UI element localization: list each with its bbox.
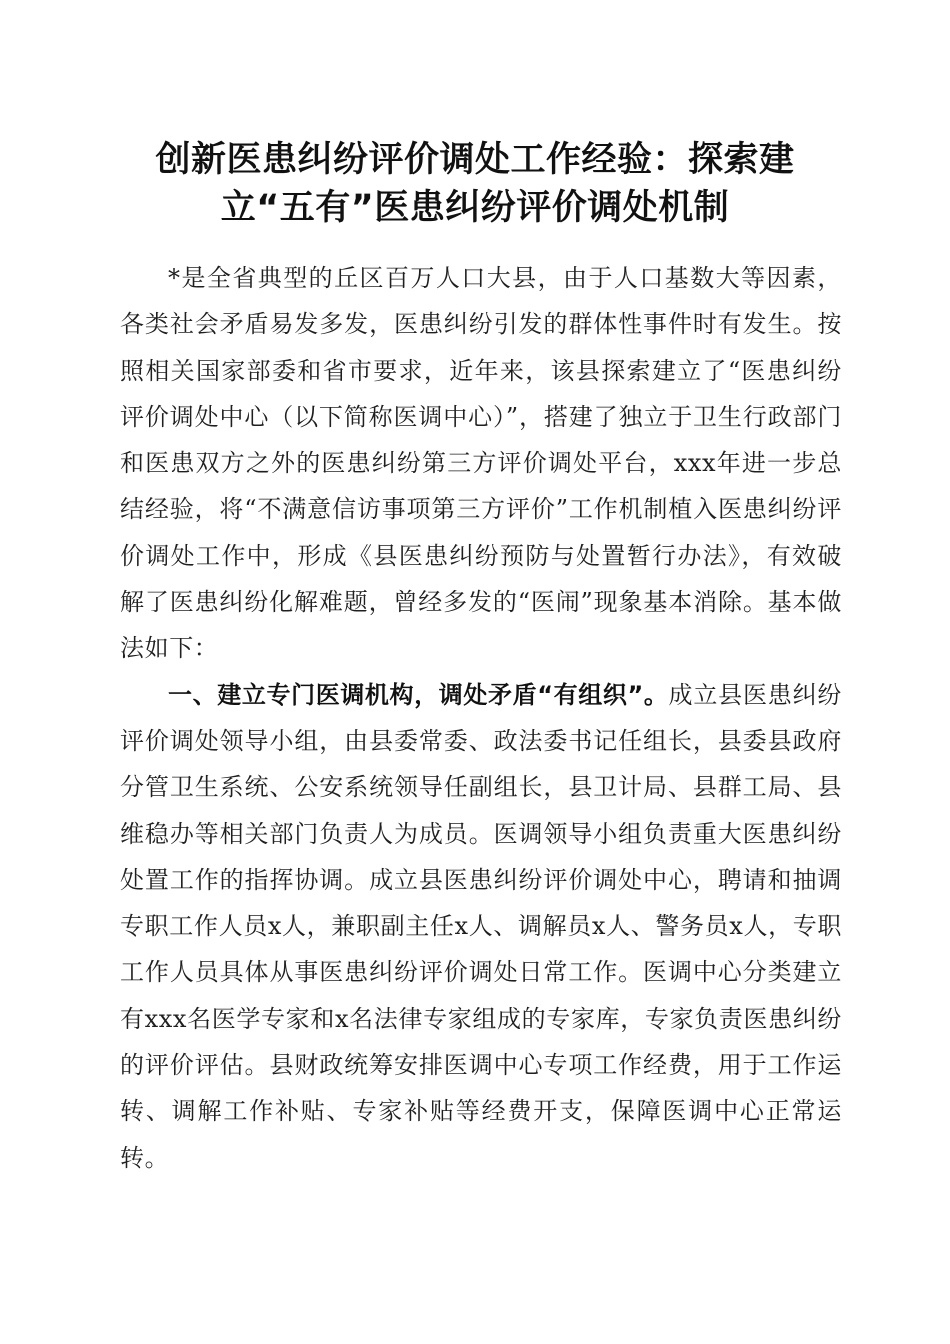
section-one-body: 成立县医患纠纷评价调处领导小组，由县委常委、政法委书记任组长，县委县政府分管卫生系统、公安系统领导任副组长，县卫计局、县群工局、县维稳办等相关部门负责人为成员。医调领导小组负责重大医患纠纷处置工作的指挥协调。成立县医患纠纷评价调处中心，聘请和抽调专职工作人员x人，兼职副主任x人、调解员x人、警务员x人，专职工作人员具体从事医患纠纷评价调处日常工作。医调中心分类建立有xxx名医学专家和x名法律专家组成的专家库，专家负责医患纠纷的评价评估。县财政统筹安排医调中心专项工作经费，用于工作运转、调解工作补贴、专家补贴等经费开支，保障医调中心正常运转。 <box>120 680 842 1172</box>
title-line-1: 创新医患纠纷评价调处工作经验：探索建 <box>155 140 795 180</box>
section-one-heading: 一、建立专门医调机构，调处矛盾“有组织”。 <box>168 680 669 709</box>
document-body <box>120 255 842 1181</box>
intro-paragraph: *是全省典型的丘区百万人口大县，由于人口基数大等因素，各类社会矛盾易发多发，医患纠纷引发的群体性事件时有发生。按照相关国家部委和省市要求，近年来，该县探索建立了“医患纠纷评价调处中心（以下简称医调中心）”，搭建了独立于卫生行政部门和医患双方之外的医患纠纷第三方评价调处平台，xxx年进一步总结经验，将“不满意信访事项第三方评价”工作机制植入医患纠纷评价调处工作中，形成《县医患纠纷预防与处置暂行办法》，有效破解了医患纠纷化解难题，曾经多发的“医闹”现象基本消除。基本做法如下： <box>120 264 842 663</box>
document-title <box>100 136 850 232</box>
title-line-2: 立“五有”医患纠纷评价调处机制 <box>220 188 730 228</box>
section-one-paragraph <box>120 672 842 1181</box>
